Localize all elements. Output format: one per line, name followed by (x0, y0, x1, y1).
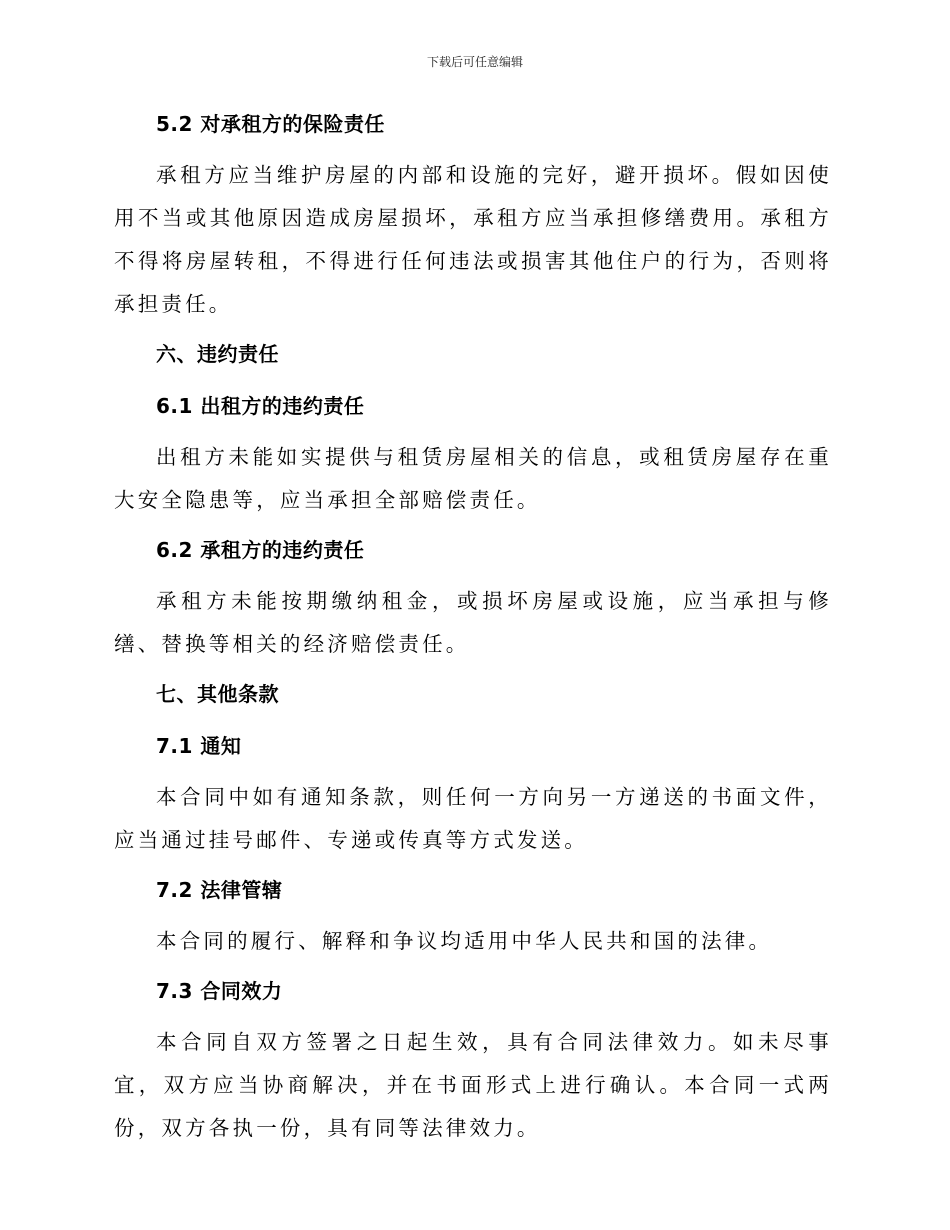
section-heading-7: 七、其他条款 (156, 682, 279, 706)
section-heading-7-1: 7.1 通知 (156, 734, 242, 758)
paragraph-7-2: 本合同的履行、解释和争议均适用中华人民共和国的法律。 (156, 929, 773, 953)
page-header: 下载后可任意编辑 (426, 55, 523, 69)
paragraph-5-2: 承租方应当维护房屋的内部和设施的完好，避开损坏。假如因使用不当或其他原因造成房屋损坏，承租方应当承担修缮费用。承租方不得将房屋转租，不得进行任何违法或损害其他住户的行为，否则将承担责任。 (114, 163, 832, 316)
section-heading-7-3: 7.3 合同效力 (156, 979, 283, 1003)
section-heading-6: 六、违约责任 (156, 342, 279, 366)
paragraph-6-2: 承租方未能按期缴纳租金，或损坏房屋或设施，应当承担与修缮、替换等相关的经济赔偿责任。 (114, 589, 832, 656)
paragraph-7-1: 本合同中如有通知条款，则任何一方向另一方递送的书面文件，应当通过挂号邮件、专递或传真等方式发送。 (114, 785, 832, 852)
section-heading-6-1: 6.1 出租方的违约责任 (156, 394, 365, 418)
section-heading-7-2: 7.2 法律管辖 (156, 878, 283, 902)
section-heading-6-2: 6.2 承租方的违约责任 (156, 538, 365, 562)
document-body (114, 110, 832, 1150)
paragraph-6-1: 出租方未能如实提供与租赁房屋相关的信息，或租赁房屋存在重大安全隐患等，应当承担全部赔偿责任。 (114, 445, 832, 512)
paragraph-7-3: 本合同自双方签署之日起生效，具有合同法律效力。如未尽事宜，双方应当协商解决，并在书面形式上进行确认。本合同一式两份，双方各执一份，具有同等法律效力。 (114, 1030, 832, 1140)
section-heading-5-2: 5.2 对承租方的保险责任 (156, 112, 385, 136)
